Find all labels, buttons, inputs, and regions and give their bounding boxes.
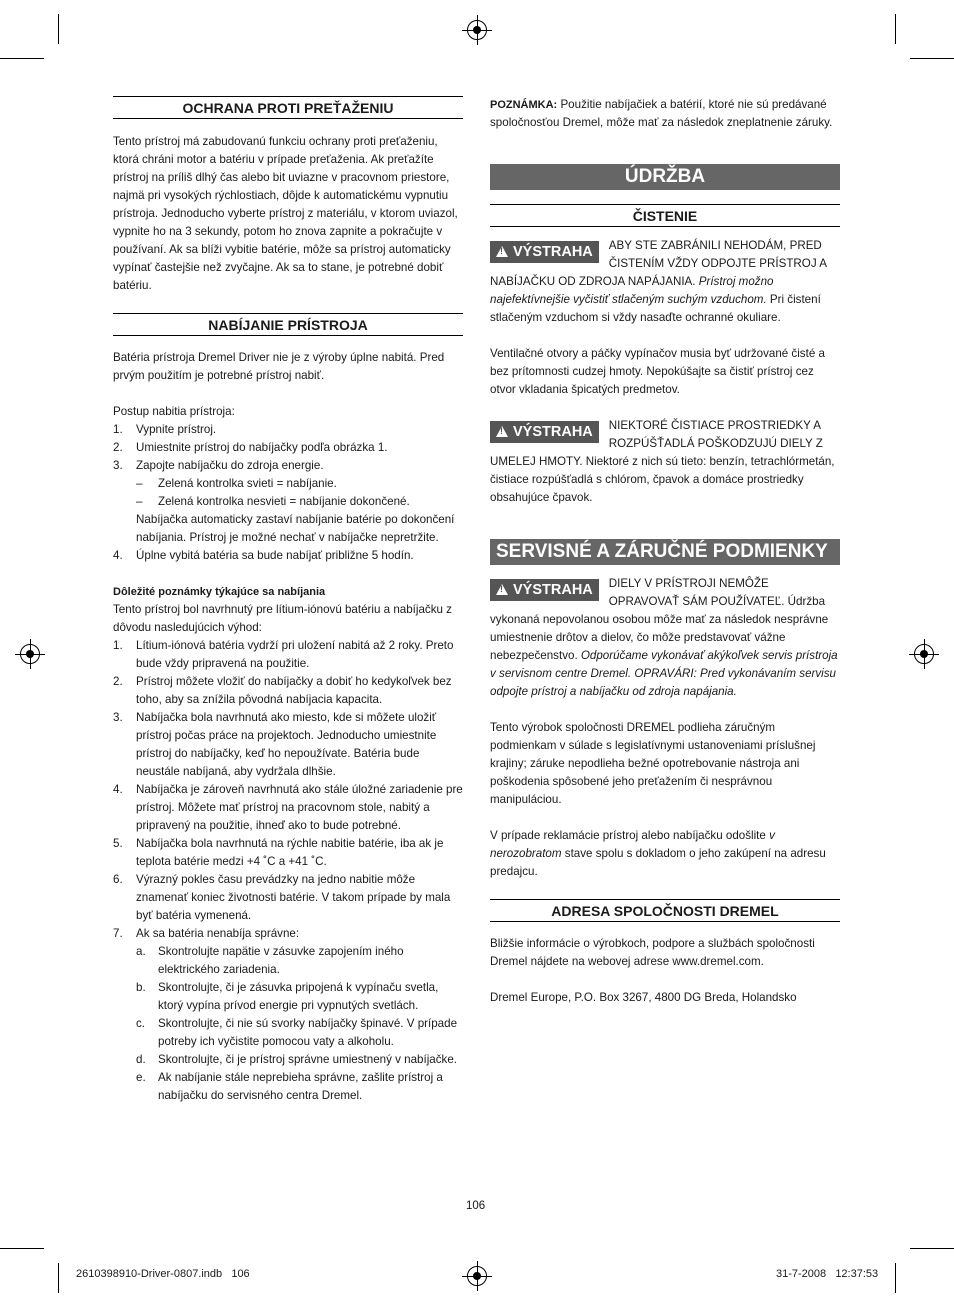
address-text: Bližšie informácie o výrobkoch, podpore a službách spoločnosti Dremel nájdete na webovej adrese www.dremel.com. (490, 937, 815, 968)
crop-mark (0, 1248, 44, 1249)
list-item: e. Ak nabíjanie stále neprebieha správne, zašlite prístroj a nabíjačku do servisného centra Dremel. (136, 1071, 443, 1102)
list-item: 1. Vypnite prístroj. (113, 423, 217, 436)
warning-triangle-icon (496, 426, 508, 437)
list-item: 4. Úplne vybitá batéria sa bude nabíjať približne 5 hodín. (113, 549, 414, 562)
notes-list (113, 637, 463, 1105)
crop-mark (58, 14, 59, 44)
crop-mark (910, 1248, 954, 1249)
address-heading: ADRESA SPOLOČNOSTI DREMEL (490, 899, 840, 922)
crop-mark (895, 14, 896, 44)
notes-intro: Tento prístroj bol navrhnutý pre lítium-iónovú batériu a nabíjačku z dôvodu nasledujúcich výhod: (113, 603, 452, 634)
list-item: 1. Lítium-iónová batéria vydrží pri uložení nabitá až 2 roky. Preto bude vždy pripravená na použitie. (113, 639, 454, 670)
maintenance-heading: ÚDRŽBA (490, 164, 840, 190)
list-item: d. Skontrolujte, či je prístroj správne umiestnený v nabíjačke. (136, 1053, 458, 1066)
list-item: 6. Výrazný pokles času prevádzky na jedno nabitie môže znamenať koniec životnosti batérie. V takom prípade by mala byť batéria vymenená. (113, 873, 451, 922)
service-heading: SERVISNÉ A ZÁRUČNÉ PODMIENKY (490, 539, 840, 565)
crop-mark (895, 1263, 896, 1293)
list-item: c. Skontrolujte, či nie sú svorky nabíjačky špinavé. V prípade potreby ich vyčistite pomocou vaty a alkoholu. (136, 1017, 458, 1048)
list-item: 3. Zapojte nabíjačku do zdroja energie. (113, 459, 324, 472)
list-item: 4. Nabíjačka je zároveň navrhnutá ako stále úložné zariadenie pre prístroj. Môžete mať prístroj na pracovnom stole, nabitý a pripravený na použitie, ihneď ako to bude potrebné. (113, 783, 463, 832)
cleaning-heading: ČISTENIE (490, 204, 840, 227)
cleaning-text: Ventilačné otvory a páčky vypínačov musia byť udržované čisté a bez prítomnosti cudzej hmoty. Nepokúšajte sa čistiť prístroj cez otvor vkladania špicatých predmetov. (490, 347, 825, 396)
warning-triangle-icon (496, 584, 508, 595)
registration-mark-icon (914, 644, 934, 664)
charging-intro: Batéria prístroja Dremel Driver nie je z výroby úplne nabitá. Pred prvým použitím je potrebné prístroj nabiť. (113, 351, 445, 382)
print-date: 31-7-2008 12:37:53 (776, 1268, 879, 1280)
list-item: 2. Prístroj môžete vložiť do nabíjačky a dobiť ho kedykoľvek bez toho, aby sa znížila pôvodná nabíjacia kapacita. (113, 675, 452, 706)
list-item: a. Skontrolujte napätie v zásuvke zapojením iného elektrického zariadenia. (136, 945, 404, 976)
list-item: 5. Nabíjačka bola navrhnutá na rýchle nabitie batérie, iba ak je teplota batérie medzi +4 ˚C a +41 ˚C. (113, 837, 444, 868)
list-item-note: Nabíjačka automaticky zastaví nabíjanie batérie po dokončení nabíjania. Prístroj je možné nechať v nabíjačke nepretržite. (136, 513, 455, 544)
warning-triangle-icon (496, 246, 508, 257)
charging-heading: NABÍJANIE PRÍSTROJA (113, 313, 463, 336)
list-item: 2. Umiestnite prístroj do nabíjačky podľa obrázka 1. (113, 441, 388, 454)
postal-address: Dremel Europe, P.O. Box 3267, 4800 DG Breda, Holandsko (490, 991, 797, 1004)
steps-title: Postup nabitia prístroja: (113, 405, 235, 418)
claim-text: V prípade reklamácie prístroj alebo nabíjačku odošlite v nerozobratom stave spolu s dokladom o jeho zakúpení na adresu predajcu. (490, 829, 826, 878)
crop-mark (58, 1263, 59, 1293)
warning-block-cleaning: !VÝSTRAHA ABY STE ZABRÁNILI NEHODÁM, PRED ČISTENÍM VŽDY ODPOJTE PRÍSTROJ A NABÍJAČKU OD ZDROJA NAPÁJANIA. Prístroj možno najefektívnejšie vyčistiť stlačeným suchým vzduchom. Pri čistení stlačeným vzduchom si vždy nasaďte ochranné okuliare. (490, 237, 840, 327)
warning-badge: !VÝSTRAHA (490, 421, 599, 443)
overload-text: Tento prístroj má zabudovanú funkciu ochrany proti preťaženiu, ktorá chráni motor a batériu v prípade preťaženia. Ak preťažíte prístroj na príliš dlhý čas alebo bit uviazne v pracovnom priestore, najmä pri vysokých rýchlostiach, dôjde k automatickému vypnutiu prístroja. Jednoducho vyberte prístroj z materiálu, v ktorom uviazol, vypnite ho na 3 sekundy, potom ho znova zapnite a pokračujte v používaní. Ak sa blíži vybitie batérie, môže sa prístroj automaticky vypínať častejšie než zvyčajne. Ak sa to stane, je potrebné dobiť batériu. (113, 135, 458, 292)
overload-heading: OCHRANA PROTI PREŤAŽENIU (113, 96, 463, 119)
list-item: 7. Ak sa batéria nenabíja správne: (113, 927, 300, 940)
file-info: 2610398910-Driver-0807.indb 106 (76, 1268, 250, 1280)
steps-list (113, 421, 463, 565)
registration-mark-icon (467, 1266, 487, 1286)
crop-mark (910, 58, 954, 59)
page-number: 106 (466, 1200, 486, 1212)
list-item: 3. Nabíjačka bola navrhnutá ako miesto, kde si môžete uložiť prístroj počas práce na projektoch. Jednoducho umiestnite prístroj do nabíjačky, keď ho nepoužívate. Batéria bude neustále nabíjaná, aby vydržala dlhšie. (113, 711, 437, 778)
registration-mark-icon (467, 20, 487, 40)
warning-badge: !VÝSTRAHA (490, 579, 599, 601)
warning-badge: !VÝSTRAHA (490, 241, 599, 263)
right-column (490, 96, 840, 1007)
warning-block-service: !VÝSTRAHA DIELY V PRÍSTROJI NEMÔŽE OPRAVOVAŤ SÁM POUŽÍVATEĽ. Údržba vykonaná nepovolanou osobou môže mať za následok nesprávne umiestnenie drôtov a dielov, čo môže predstavovať vážne nebezpečenstvo. Odporúčame vykonávať akýkoľvek servis prístroja v servisnom centre Dremel. OPRAVÁRI: Pred vykonávaním servisu odpojte prístroj a nabíjačku od zdroja napájania. (490, 575, 840, 701)
warranty-text: Tento výrobok spoločnosti DREMEL podlieha záručným podmienkam v súlade s legislatívnymi ustanoveniami príslušnej krajiny; záruke nepodlieha bežné opotrebovanie nástroja ani poškodenia spôsobené jeho preťažením či nesprávnou manipuláciou. (490, 721, 816, 806)
left-column (113, 96, 463, 1105)
warning-block-solvents: !VÝSTRAHA NIEKTORÉ ČISTIACE PROSTRIEDKY A ROZPÚŠŤADLÁ POŠKODZUJÚ DIELY Z UMELEJ HMOTY. Niektoré z nich sú tieto: benzín, tetrachlórmetán, čistiace rozpúšťadlá s chlórom, čpavok a domáce prostriedky obsahujúce čpavok. (490, 417, 840, 507)
charger-note: POZNÁMKA: Použitie nabíjačiek a batérií, ktoré nie sú predávané spoločnosťou Dremel, môže mať za následok zneplatnenie záruky. (490, 98, 833, 129)
notes-title: Dôležité poznámky týkajúce sa nabíjania (113, 586, 326, 598)
crop-mark (0, 58, 44, 59)
list-item: – Zelená kontrolka nesvieti = nabíjanie dokončené. (136, 495, 410, 508)
list-item: b. Skontrolujte, či je zásuvka pripojená k vypínaču svetla, ktorý vypína prívod energie pri vypnutých svetlách. (136, 981, 439, 1012)
list-item: – Zelená kontrolka svieti = nabíjanie. (136, 477, 337, 490)
registration-mark-icon (20, 644, 40, 664)
